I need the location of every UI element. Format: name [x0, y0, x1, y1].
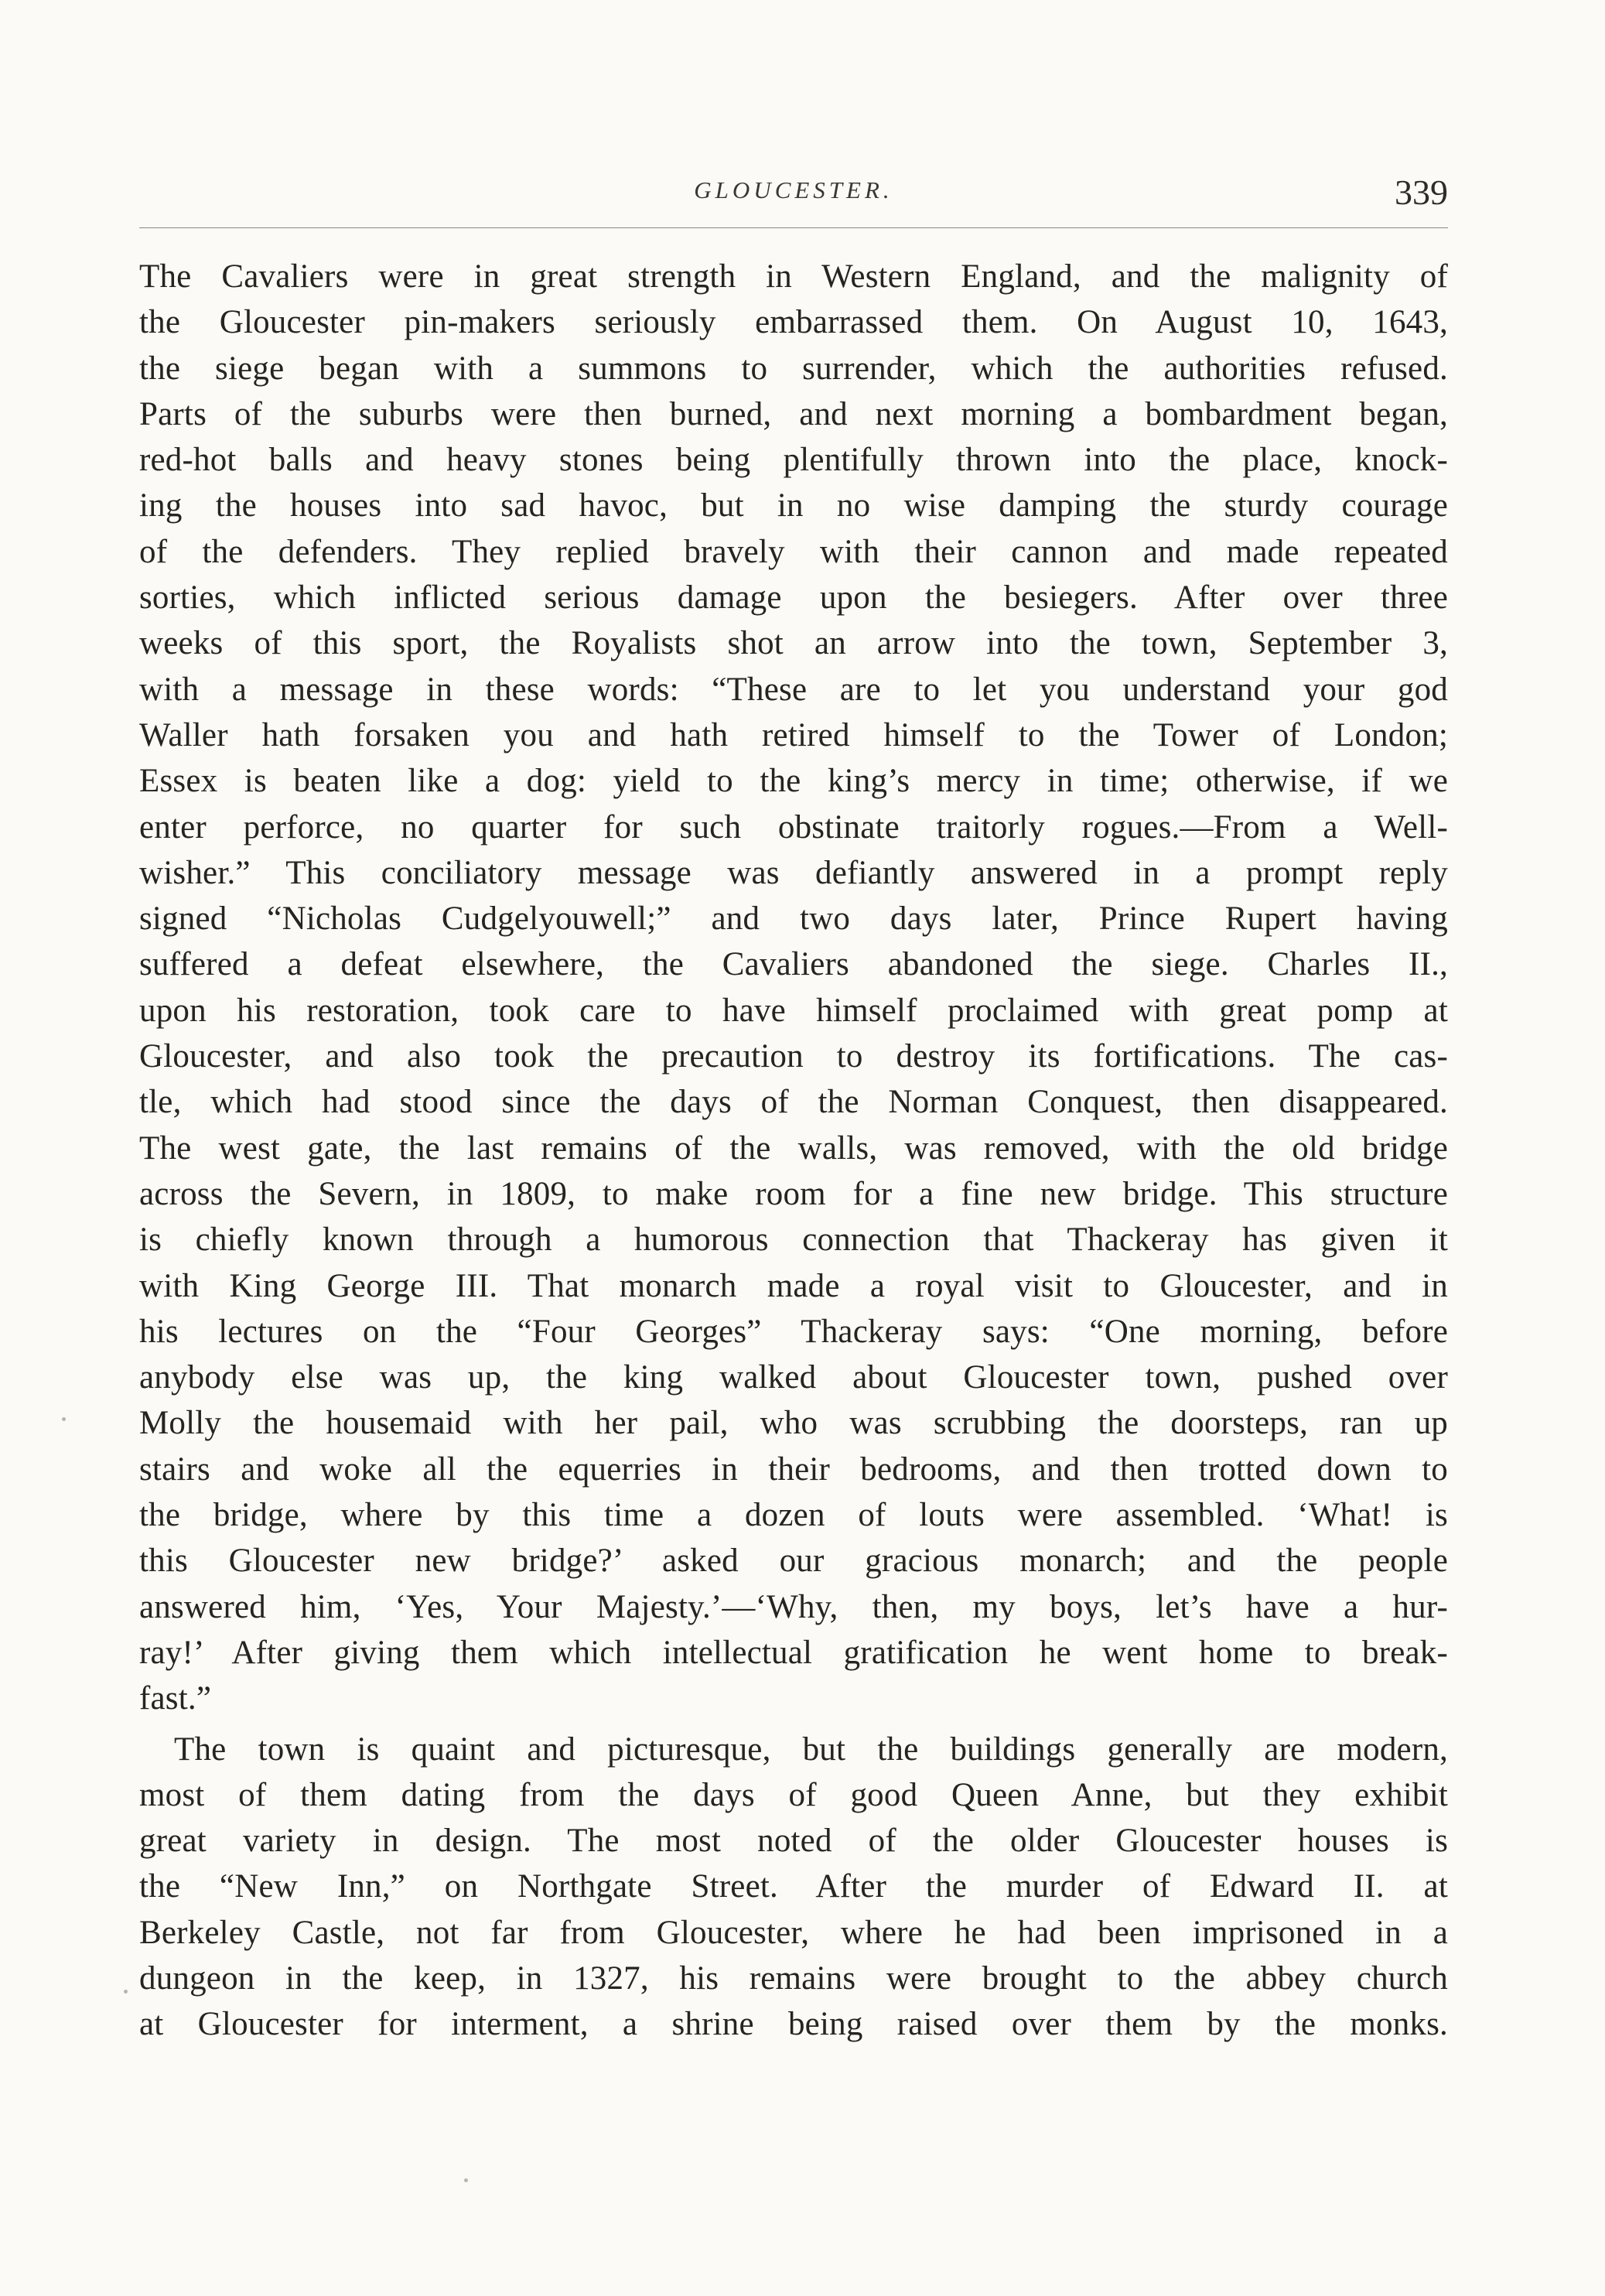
text-line: answered him, ‘Yes, Your Majesty.’—‘Why, then, my boys, let’s have a hur-: [139, 1588, 1448, 1625]
text-line: the “New Inn,” on Northgate Street. After the murder of Edward II. at: [139, 1868, 1448, 1905]
text-line: with King George III. That monarch made a royal visit to Gloucester, and in: [139, 1267, 1448, 1304]
text-line: sorties, which inflicted serious damage upon the besiegers. After over three: [139, 579, 1448, 617]
running-title: GLOUCESTER.: [694, 176, 893, 203]
text-line: stairs and woke all the equerries in their bedrooms, and then trotted down to: [139, 1450, 1448, 1488]
header-rule: [139, 227, 1448, 228]
text-line: enter perforce, no quarter for such obstinate traitorly rogues.—From a Well-: [139, 808, 1448, 846]
paragraph-2: [139, 1727, 1448, 2048]
text-line: is chiefly known through a humorous connection that Thackeray has given it: [139, 1221, 1448, 1259]
paper-speck: [62, 1417, 66, 1421]
text-line: with a message in these words: “These are to let you understand your god: [139, 671, 1448, 708]
text-line: great variety in design. The most noted of the older Gloucester houses is: [139, 1823, 1448, 1860]
text-line: most of them dating from the days of good Queen Anne, but they exhibit: [139, 1776, 1448, 1813]
text-line: Parts of the suburbs were then burned, and next morning a bombardment began,: [139, 395, 1448, 432]
text-line: weeks of this sport, the Royalists shot an arrow into the town, September 3,: [139, 625, 1448, 662]
text-line: wisher.” This conciliatory message was defiantly answered in a prompt reply: [139, 854, 1448, 891]
text-line: the bridge, where by this time a dozen of louts were assembled. ‘What! is: [139, 1497, 1448, 1534]
text-line: fast.”: [139, 1680, 212, 1717]
text-line: red-hot balls and heavy stones being plentifully thrown into the place, knock-: [139, 442, 1448, 479]
text-line: at Gloucester for interment, a shrine being raised over them by the monks.: [139, 2006, 1448, 2043]
running-head: [139, 172, 1448, 226]
text-line: The Cavaliers were in great strength in Western England, and the malignity of: [139, 258, 1448, 295]
text-line: this Gloucester new bridge?’ asked our gracious monarch; and the people: [139, 1543, 1448, 1580]
text-line: The town is quaint and picturesque, but the buildings generally are modern,: [174, 1731, 1448, 1768]
text-line: ing the houses into sad havoc, but in no wise damping the sturdy courage: [139, 487, 1448, 524]
body-text: [139, 254, 1448, 2048]
page-number: 339: [1395, 173, 1448, 212]
text-line: Essex is beaten like a dog: yield to the king’s mercy in time; otherwise, if we: [139, 763, 1448, 800]
paper-speck: [464, 2178, 468, 2182]
text-line: upon his restoration, took care to have himself proclaimed with great pomp at: [139, 992, 1448, 1029]
text-line: of the defenders. They replied bravely with their cannon and made repeated: [139, 533, 1448, 570]
text-line: dungeon in the keep, in 1327, his remains were brought to the abbey church: [139, 1959, 1448, 1997]
text-line: the siege began with a summons to surrender, which the authorities refused.: [139, 350, 1448, 387]
text-line: his lectures on the “Four Georges” Thackeray says: “One morning, before: [139, 1313, 1448, 1350]
paragraph-1: [139, 254, 1448, 1722]
text-line: anybody else was up, the king walked about Gloucester town, pushed over: [139, 1359, 1448, 1396]
text-line: Molly the housemaid with her pail, who was scrubbing the doorsteps, ran up: [139, 1405, 1448, 1442]
text-line: signed “Nicholas Cudgelyouwell;” and two days later, Prince Rupert having: [139, 900, 1448, 938]
text-line: Berkeley Castle, not far from Gloucester, where he had been imprisoned in a: [139, 1914, 1448, 1951]
text-line: Waller hath forsaken you and hath retired himself to the Tower of London;: [139, 716, 1448, 753]
text-line: suffered a defeat elsewhere, the Cavaliers abandoned the siege. Charles II.,: [139, 946, 1448, 983]
text-line: tle, which had stood since the days of the Norman Conquest, then disappeared.: [139, 1084, 1448, 1121]
text-line: across the Severn, in 1809, to make room for a fine new bridge. This structure: [139, 1175, 1448, 1212]
text-line: Gloucester, and also took the precaution to destroy its fortifications. The cas-: [139, 1038, 1448, 1075]
text-line: ray!’ After giving them which intellectual gratification he went home to break-: [139, 1634, 1448, 1671]
text-line: The west gate, the last remains of the walls, was removed, with the old bridge: [139, 1129, 1448, 1167]
text-line: the Gloucester pin-makers seriously embarrassed them. On August 10, 1643,: [139, 304, 1448, 341]
paper-speck: [124, 1990, 128, 1994]
